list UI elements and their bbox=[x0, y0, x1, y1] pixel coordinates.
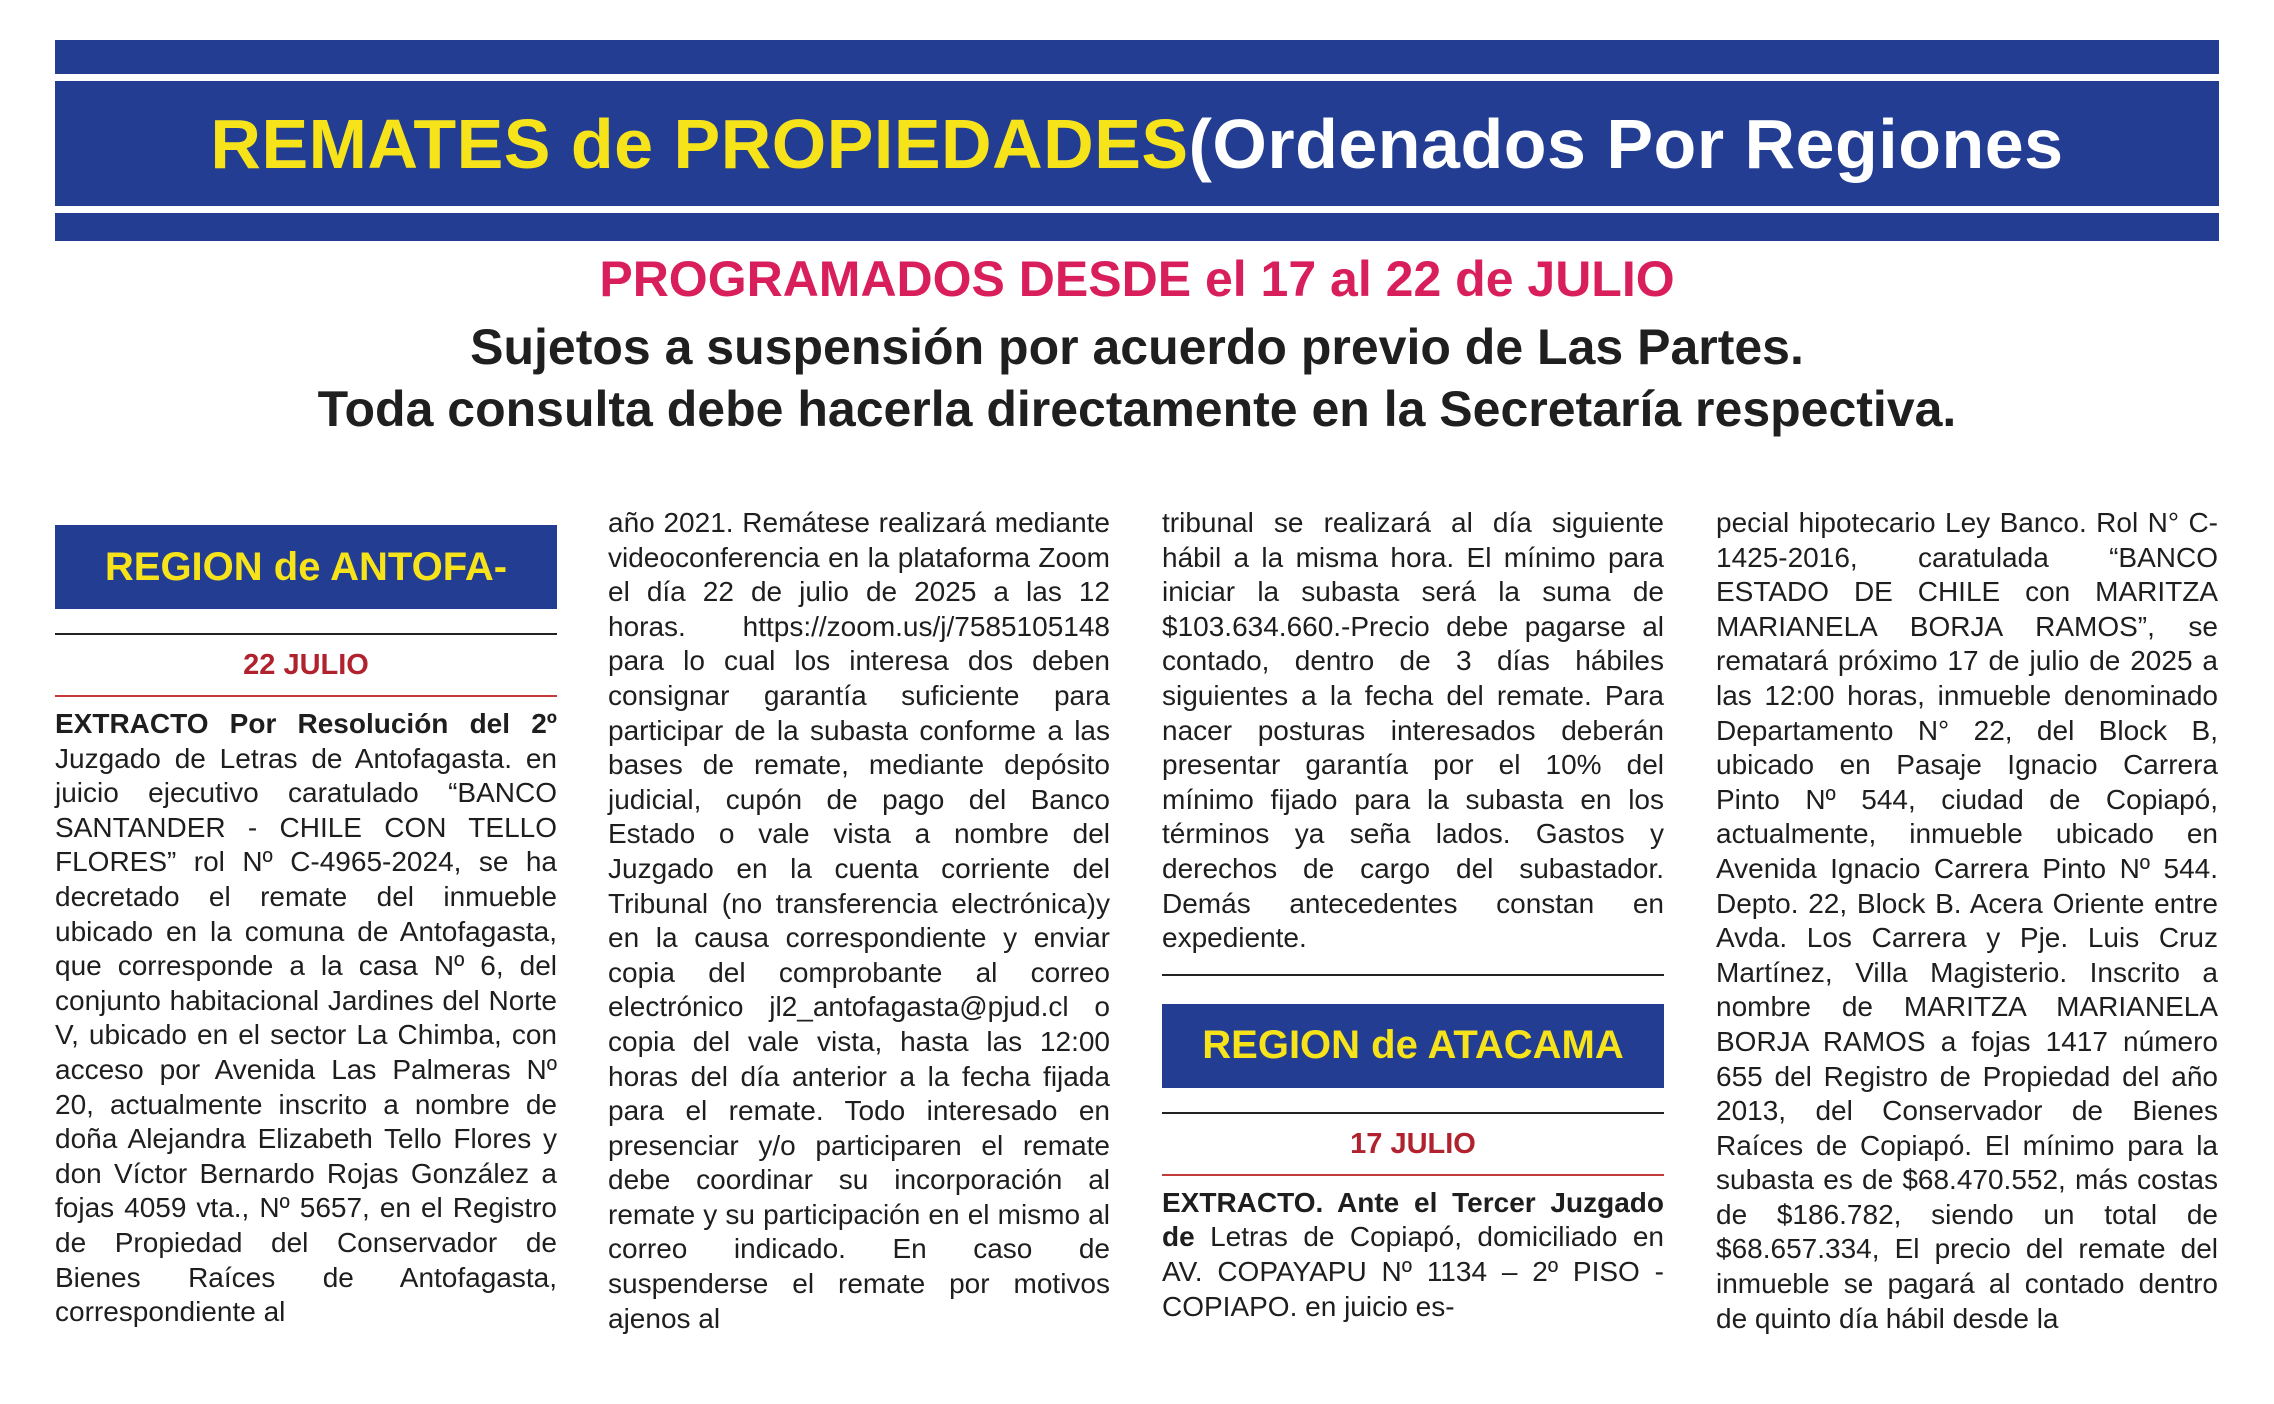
extract-lead: EXTRACTO Por Resolución del 2º bbox=[55, 708, 557, 739]
consulta-notice: Toda consulta debe hacerla directamente en la Secretaría respectiva. bbox=[317, 381, 1957, 437]
extract-text-antofagasta bbox=[55, 707, 557, 1330]
extract-continuation: año 2021. Remátese realizará mediante videoconferencia en la plataforma Zoom el día 22 de julio de 2025 a las 12 horas. https://zoom.us/j/7585105148 para lo cual los interesa dos deben consignar garantía suficiente para participar de la subasta conforme a las bases de remate, mediante depósito judicial, cupón de pago del Banco Estado o vale vista a nombre del Juzgado en la cuenta corriente del Tribunal (no transferencia electrónica)y en la causa correspondiente y enviar copia del comprobante al correo electrónico jl2_antofagasta@pjud.cl o copia del vale vista, hasta las 12:00 horas del día anterior a la fecha fijada para el remate. Todo interesado en presenciar y/o participaren el remate debe coordinar su incorporación al remate y su participación en el mismo al correo indicado. En caso de suspenderse el remate por motivos ajenos al bbox=[608, 507, 1110, 1334]
auction-date-label: 22 JULIO bbox=[243, 649, 369, 681]
extract-body: Juzgado de Letras de Antofagasta. en juicio ejecutivo caratulado “BANCO SANTANDER - CHILE CON TELLO FLORES” rol Nº C-4965-2024, se ha decretado el remate del inmueble ubicado en la comuna de Antofagasta, que corresponde a la casa Nº 6, del conjunto habitacional Jardines del Norte V, ubicado en el sector La Chimba, con acceso por Avenida Las Palmeras Nº 20, actualmente inscrito a nombre de doña Alejandra Elizabeth Tello Flores y don Víctor Bernardo Rojas González a fojas 4059 vta., Nº 5657, en el Registro de Propiedad del Conservador de Bienes Raíces de Antofagasta, correspondiente al bbox=[55, 742, 557, 1328]
auction-date-label: 17 JULIO bbox=[1350, 1127, 1476, 1160]
column-3 bbox=[1162, 506, 1664, 1324]
programados-heading: PROGRAMADOS DESDE el 17 al 22 de JULIO bbox=[599, 251, 1675, 307]
suspension-notice: Sujetos a suspensión por acuerdo previo de Las Partes. bbox=[470, 319, 1804, 375]
column-4 bbox=[1716, 506, 2218, 1336]
banner-stripe-bottom bbox=[55, 206, 2219, 213]
extract-continuation-atacama: pecial hipotecario Ley Banco. Rol N° C-1425-2016, caratulada “BANCO ESTADO DE CHILE con MARITZA MARIANELA BORJA RAMOS”, se rematará próximo 17 de julio de 2025 a las 12:00 horas, inmueble denominado Departamento N° 22, del Block B, ubicado en Pasaje Ignacio Carrera Pinto Nº 544, ciudad de Copiapó, actualmente, inmueble ubicado en Avenida Ignacio Carrera Pinto Nº 544. Depto. 22, Block B. Acera Oriente entre Avda. Los Carrera y Pje. Luis Cruz Martínez, Villa Magisterio. Inscrito a nombre de MARITZA MARIANELA BORJA RAMOS a fojas 1417 número 655 del Registro de Propiedad del año 2013, del Conservador de Bienes Raíces de Copiapó. El mínimo para la subasta es de $68.470.552, más costas de $186.782, siendo un total de $68.657.334, El precio del remate del inmueble se pagará al contado dentro de quinto día hábil desde la bbox=[1716, 507, 2218, 1334]
extract-text-atacama bbox=[1162, 1186, 1664, 1324]
masthead-banner bbox=[55, 40, 2219, 241]
extract-lead: EXTRACTO. Ante el Tercer Juzgado de bbox=[1162, 1186, 1664, 1253]
banner-stripe-top bbox=[55, 74, 2219, 81]
region-banner-atacama: REGION de ATACAMA bbox=[1162, 1004, 1664, 1088]
page-title bbox=[55, 81, 2219, 206]
region-banner-antofagasta: REGION de ANTOFA- bbox=[55, 525, 557, 609]
title-yellow-part: REMATES de PROPIEDADES bbox=[210, 104, 1189, 183]
column-1 bbox=[55, 506, 557, 1330]
column-2 bbox=[608, 506, 1110, 1336]
extract-body: Letras de Copiapó, domiciliado en AV. COPAYAPU Nº 1134 – 2º PISO - COPIAPO. en juicio es- bbox=[1162, 1221, 1664, 1322]
title-white-part: (Ordenados Por Regiones bbox=[1188, 104, 2064, 183]
extract-continuation-end: tribunal se realizará al día siguiente hábil a la misma hora. El mínimo para iniciar la subasta será la suma de $103.634.660.-Precio debe pagarse al contado, dentro de 3 días hábiles siguientes a la fecha del remate. Para nacer posturas interesados deberán presentar garantía por el 10% del mínimo fijado para la subasta en los términos ya seña lados. Gastos y derechos de cargo del subastador. Demás antecedentes constan en expediente. bbox=[1162, 507, 1664, 954]
